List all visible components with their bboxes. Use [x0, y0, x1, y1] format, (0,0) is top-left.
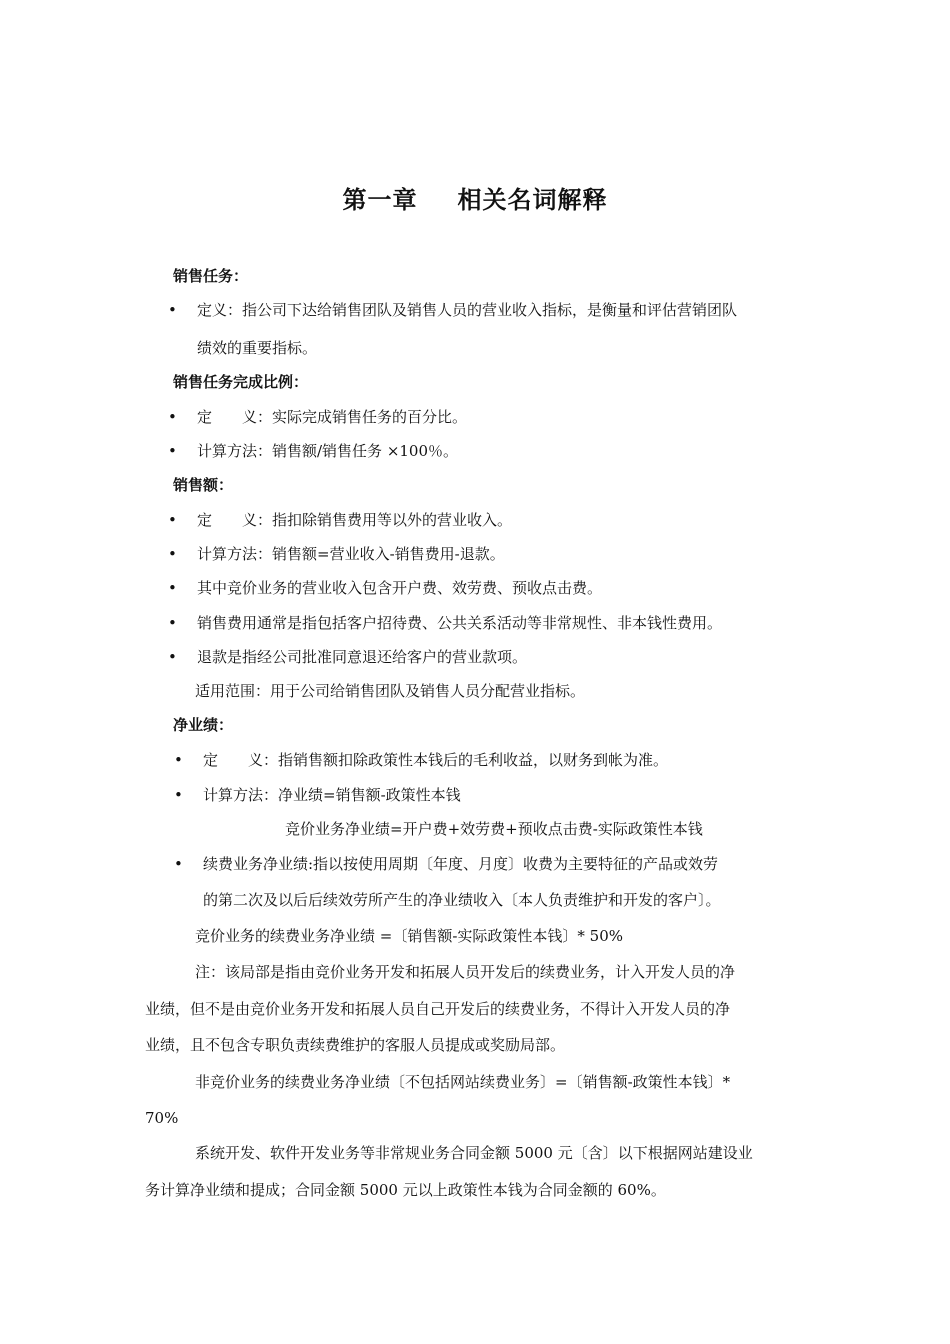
bullet-icon: • — [168, 579, 177, 597]
section-heading-completion-ratio: 销售任务完成比例： — [173, 373, 309, 391]
paragraph-line: 销售费用通常是指包括客户招待费、公共关系活动等非常规性、非本钱性费用。 — [197, 614, 723, 632]
paragraph-line: 非竞价业务的续费业务净业绩〔不包括网站续费业务〕=〔销售额-政策性本钱〕* — [195, 1073, 731, 1091]
note-line: 注：该局部是指由竞价业务开发和拓展人员开发后的续费业务，计入开发人员的净 — [195, 963, 736, 981]
bullet-icon: • — [174, 751, 183, 769]
bullet-icon: • — [168, 511, 177, 529]
bullet-icon: • — [168, 648, 177, 666]
chapter-name: 相关名词解释 — [457, 186, 608, 214]
paragraph-line: 定 义：实际完成销售任务的百分比。 — [197, 408, 468, 426]
section-heading-net-performance: 净业绩： — [173, 716, 234, 734]
bullet-icon: • — [168, 614, 177, 632]
bullet-icon: • — [168, 408, 177, 426]
paragraph-line: 的第二次及以后后续效劳所产生的净业绩收入〔本人负责维护和开发的客户〕。 — [203, 891, 721, 909]
paragraph-line: 绩效的重要指标。 — [197, 339, 318, 357]
paragraph-line: 计算方法：销售额/销售任务 ×100％。 — [197, 442, 459, 460]
formula-line: 竞价业务净业绩=开户费+效劳费+预收点击费-实际政策性本钱 — [285, 820, 703, 838]
formula-line: 竞价业务的续费业务净业绩 =〔销售额-实际政策性本钱〕* 50% — [195, 927, 624, 945]
section-heading-sales-amount: 销售额： — [173, 476, 234, 494]
note-line: 业绩，但不是由竞价业务开发和拓展人员自己开发后的续费业务，不得计入开发人员的净 — [145, 1000, 731, 1018]
bullet-icon: • — [168, 442, 177, 460]
bullet-icon: • — [174, 786, 183, 804]
paragraph-line: 系统开发、软件开发业务等非常规业务合同金额 5000 元〔含〕以下根据网站建设业 — [195, 1144, 753, 1162]
paragraph-line: 适用范围：用于公司给销售团队及销售人员分配营业指标。 — [195, 682, 586, 700]
paragraph-line: 定 义：指销售额扣除政策性本钱后的毛利收益，以财务到帐为准。 — [203, 751, 669, 769]
bullet-icon: • — [174, 855, 183, 873]
paragraph-line: 70% — [145, 1109, 179, 1127]
paragraph-line: 其中竞价业务的营业收入包含开户费、效劳费、预收点击费。 — [197, 579, 603, 597]
paragraph-line: 计算方法：销售额=营业收入-销售费用-退款。 — [197, 545, 505, 563]
paragraph-line: 定 义：指扣除销售费用等以外的营业收入。 — [197, 511, 513, 529]
note-line: 业绩，且不包含专职负责续费维护的客服人员提成或奖励局部。 — [145, 1036, 566, 1054]
paragraph-line: 计算方法：净业绩=销售额-政策性本钱 — [203, 786, 461, 804]
bullet-icon: • — [168, 545, 177, 563]
chapter-title — [0, 180, 950, 215]
paragraph-line: 务计算净业绩和提成；合同金额 5000 元以上政策性本钱为合同金额的 60%。 — [145, 1181, 666, 1199]
bullet-icon: • — [168, 301, 177, 319]
paragraph-line: 续费业务净业绩:指以按使用周期〔年度、月度〕收费为主要特征的产品或效劳 — [203, 855, 719, 873]
paragraph-line: 退款是指经公司批准同意退还给客户的营业款项。 — [197, 648, 528, 666]
section-heading-sales-target: 销售任务： — [173, 267, 249, 285]
paragraph-line: 定义：指公司下达给销售团队及销售人员的营业收入指标，是衡量和评估营销团队 — [197, 301, 738, 319]
chapter-number: 第一章 — [342, 186, 418, 214]
